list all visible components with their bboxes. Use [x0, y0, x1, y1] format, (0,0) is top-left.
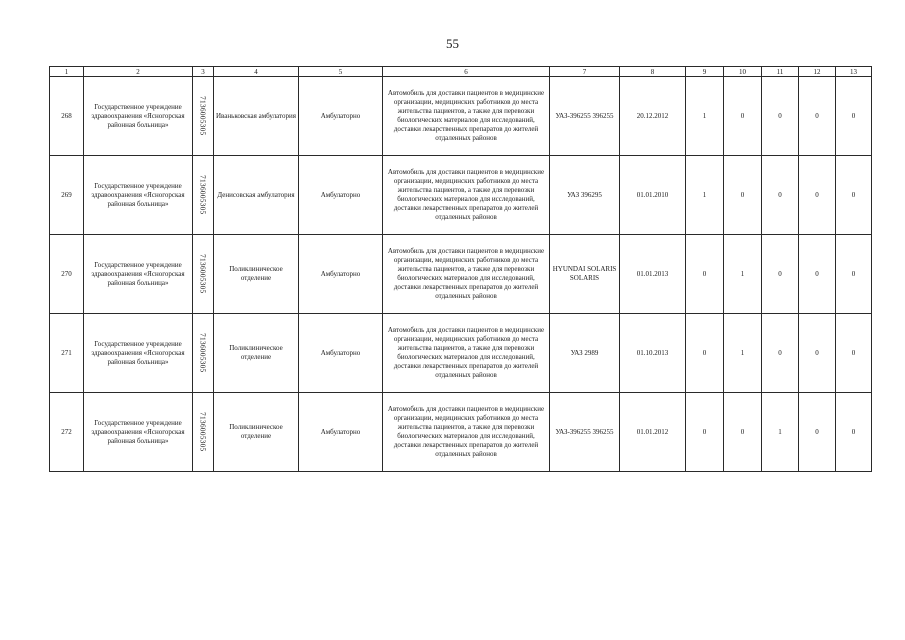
- date-cell: 01.01.2010: [620, 156, 686, 235]
- institution-code-cell: [193, 235, 214, 314]
- institution-code-text: 7136005305: [198, 333, 208, 373]
- count-cell-12: 0: [799, 156, 836, 235]
- count-cell-13: 0: [836, 393, 872, 472]
- row-number-cell: 270: [50, 235, 84, 314]
- vehicle-purpose-cell: Автомобиль для доставки пациентов в медицинские организации, медицинских работников до места жительства пациентов, а также для перевозки биологических материалов для исследований, доставки лекарственных препаратов до жителей отдаленных районов: [383, 77, 550, 156]
- count-cell-13: 0: [836, 77, 872, 156]
- count-cell-9: 1: [686, 156, 724, 235]
- vehicle-model-cell: HYUNDAI SOLARIS SOLARIS: [550, 235, 620, 314]
- institution-code-text: 7136005305: [198, 412, 208, 452]
- table-row: [50, 156, 872, 235]
- date-cell: 01.01.2012: [620, 393, 686, 472]
- institution-cell: Государственное учреждение здравоохранения «Ясногорская районная больница»: [84, 77, 193, 156]
- unit-cell: Поликлиническое отделение: [214, 314, 299, 393]
- vehicle-purpose-cell: Автомобиль для доставки пациентов в медицинские организации, медицинских работников до места жительства пациентов, а также для перевозки биологических материалов для исследований, доставки лекарственных препаратов до жителей отдаленных районов: [383, 156, 550, 235]
- date-cell: 20.12.2012: [620, 77, 686, 156]
- vehicle-model-cell: УАЗ 396295: [550, 156, 620, 235]
- column-number: 13: [836, 67, 872, 77]
- unit-cell: Денисовская амбулатория: [214, 156, 299, 235]
- date-cell: 01.01.2013: [620, 235, 686, 314]
- vehicle-model-cell: УАЗ 2989: [550, 314, 620, 393]
- column-number: 9: [686, 67, 724, 77]
- count-cell-12: 0: [799, 77, 836, 156]
- count-cell-10: 0: [724, 77, 762, 156]
- count-cell-11: 0: [762, 77, 799, 156]
- vehicle-purpose-cell: Автомобиль для доставки пациентов в медицинские организации, медицинских работников до места жительства пациентов, а также для перевозки биологических материалов для исследований, доставки лекарственных препаратов до жителей отдаленных районов: [383, 314, 550, 393]
- vehicle-purpose-cell: Автомобиль для доставки пациентов в медицинские организации, медицинских работников до места жительства пациентов, а также для перевозки биологических материалов для исследований, доставки лекарственных препаратов до жителей отдаленных районов: [383, 235, 550, 314]
- count-cell-11: 0: [762, 156, 799, 235]
- count-cell-13: 0: [836, 235, 872, 314]
- table-row: [50, 393, 872, 472]
- column-number: 3: [193, 67, 214, 77]
- date-cell: 01.10.2013: [620, 314, 686, 393]
- row-number-cell: 271: [50, 314, 84, 393]
- unit-cell: Поликлиническое отделение: [214, 235, 299, 314]
- table-row: [50, 235, 872, 314]
- count-cell-11: 0: [762, 314, 799, 393]
- row-number-cell: 272: [50, 393, 84, 472]
- column-number: 4: [214, 67, 299, 77]
- count-cell-9: 1: [686, 77, 724, 156]
- row-number-cell: 269: [50, 156, 84, 235]
- column-number: 7: [550, 67, 620, 77]
- count-cell-9: 0: [686, 235, 724, 314]
- row-number-cell: 268: [50, 77, 84, 156]
- table-row: [50, 77, 872, 156]
- count-cell-11: 1: [762, 393, 799, 472]
- count-cell-12: 0: [799, 314, 836, 393]
- column-number: 2: [84, 67, 193, 77]
- vehicle-model-cell: УАЗ-396255 396255: [550, 393, 620, 472]
- count-cell-10: 0: [724, 156, 762, 235]
- institution-code-text: 7136005305: [198, 175, 208, 215]
- table-row: [50, 314, 872, 393]
- count-cell-12: 0: [799, 235, 836, 314]
- count-cell-10: 0: [724, 393, 762, 472]
- vehicle-register-table: [49, 66, 872, 472]
- column-number: 6: [383, 67, 550, 77]
- institution-code-cell: [193, 314, 214, 393]
- column-number: 11: [762, 67, 799, 77]
- service-type-cell: Амбулаторно: [299, 156, 383, 235]
- institution-cell: Государственное учреждение здравоохранения «Ясногорская районная больница»: [84, 393, 193, 472]
- unit-cell: Поликлиническое отделение: [214, 393, 299, 472]
- service-type-cell: Амбулаторно: [299, 77, 383, 156]
- page-number: 55: [446, 36, 459, 51]
- institution-cell: Государственное учреждение здравоохранения «Ясногорская районная больница»: [84, 314, 193, 393]
- vehicle-purpose-cell: Автомобиль для доставки пациентов в медицинские организации, медицинских работников до места жительства пациентов, а также для перевозки биологических материалов для исследований, доставки лекарственных препаратов до жителей отдаленных районов: [383, 393, 550, 472]
- vehicle-model-cell: УАЗ-396255 396255: [550, 77, 620, 156]
- institution-code-text: 7136005305: [198, 254, 208, 294]
- service-type-cell: Амбулаторно: [299, 314, 383, 393]
- count-cell-13: 0: [836, 314, 872, 393]
- count-cell-9: 0: [686, 393, 724, 472]
- column-number-row: [50, 67, 872, 77]
- count-cell-11: 0: [762, 235, 799, 314]
- institution-code-cell: [193, 393, 214, 472]
- count-cell-13: 0: [836, 156, 872, 235]
- count-cell-9: 0: [686, 314, 724, 393]
- column-number: 8: [620, 67, 686, 77]
- service-type-cell: Амбулаторно: [299, 235, 383, 314]
- column-number: 12: [799, 67, 836, 77]
- institution-code-cell: [193, 77, 214, 156]
- count-cell-10: 1: [724, 314, 762, 393]
- institution-code-cell: [193, 156, 214, 235]
- count-cell-12: 0: [799, 393, 836, 472]
- unit-cell: Иваньковская амбулатория: [214, 77, 299, 156]
- service-type-cell: Амбулаторно: [299, 393, 383, 472]
- institution-cell: Государственное учреждение здравоохранения «Ясногорская районная больница»: [84, 235, 193, 314]
- institution-cell: Государственное учреждение здравоохранения «Ясногорская районная больница»: [84, 156, 193, 235]
- institution-code-text: 7136005305: [198, 96, 208, 136]
- column-number: 1: [50, 67, 84, 77]
- column-number: 10: [724, 67, 762, 77]
- column-number: 5: [299, 67, 383, 77]
- count-cell-10: 1: [724, 235, 762, 314]
